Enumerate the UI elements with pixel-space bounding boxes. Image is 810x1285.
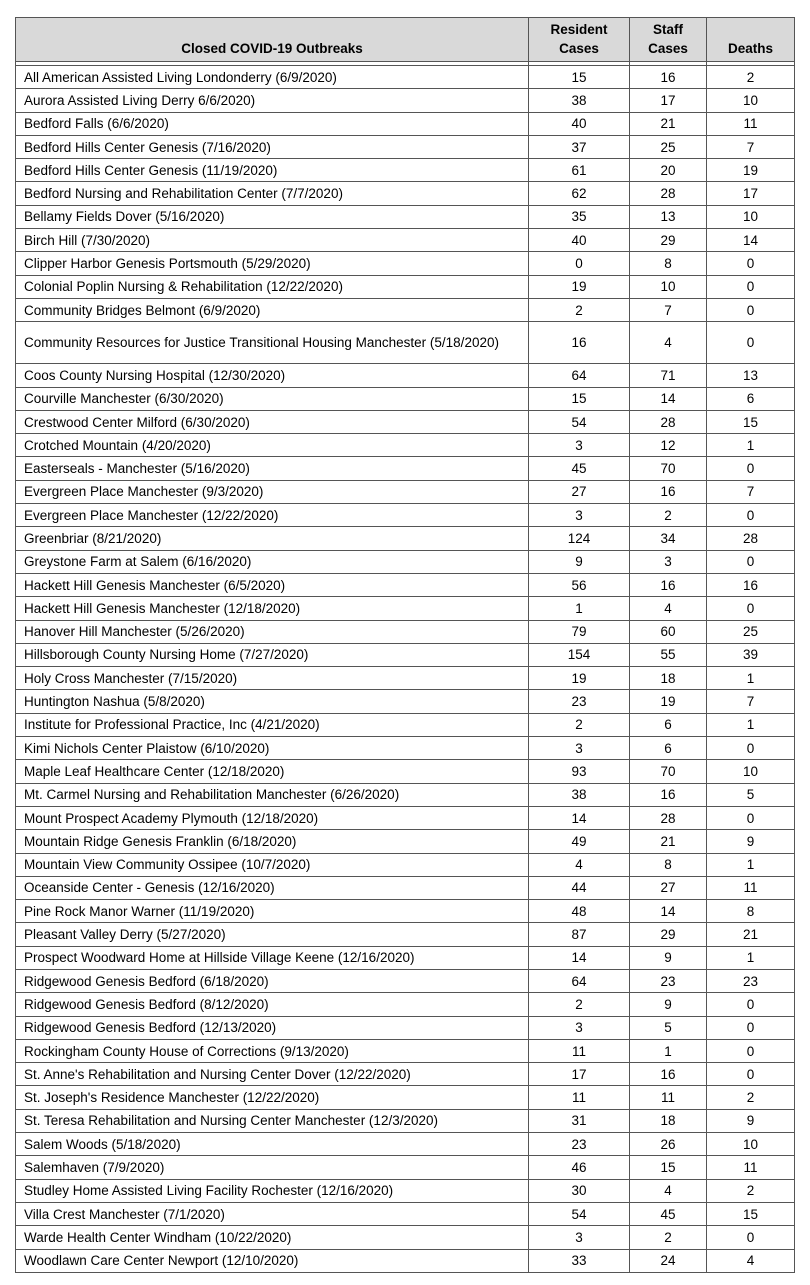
staff-cases-cell: 16 — [630, 480, 707, 503]
table-row — [16, 1156, 795, 1179]
facility-cell: Mount Prospect Academy Plymouth (12/18/2020) — [16, 806, 529, 829]
staff-cases-cell: 16 — [630, 66, 707, 89]
facility-cell: Prospect Woodward Home at Hillside Village Keene (12/16/2020) — [16, 946, 529, 969]
deaths-cell: 0 — [707, 322, 795, 364]
resident-cases-cell: 3 — [529, 1226, 630, 1249]
deaths-cell: 2 — [707, 66, 795, 89]
facility-cell: Hanover Hill Manchester (5/26/2020) — [16, 620, 529, 643]
staff-cases-cell: 12 — [630, 434, 707, 457]
facility-cell: St. Joseph's Residence Manchester (12/22/2020) — [16, 1086, 529, 1109]
staff-cases-cell: 4 — [630, 597, 707, 620]
staff-cases-cell: 28 — [630, 806, 707, 829]
resident-cases-cell: 33 — [529, 1249, 630, 1272]
resident-cases-cell: 9 — [529, 550, 630, 573]
table-row — [16, 830, 795, 853]
staff-cases-cell: 16 — [630, 783, 707, 806]
resident-cases-cell: 0 — [529, 252, 630, 275]
resident-cases-cell: 11 — [529, 1086, 630, 1109]
table-row — [16, 275, 795, 298]
staff-cases-cell: 60 — [630, 620, 707, 643]
staff-cases-cell: 9 — [630, 946, 707, 969]
staff-cases-cell: 6 — [630, 737, 707, 760]
staff-cases-cell: 16 — [630, 573, 707, 596]
header-resident-line2: Cases — [559, 41, 599, 56]
facility-cell: Hackett Hill Genesis Manchester (12/18/2020) — [16, 597, 529, 620]
table-row — [16, 135, 795, 158]
resident-cases-cell: 27 — [529, 480, 630, 503]
deaths-cell: 0 — [707, 252, 795, 275]
deaths-cell: 1 — [707, 667, 795, 690]
facility-cell: Evergreen Place Manchester (12/22/2020) — [16, 504, 529, 527]
facility-cell: Community Bridges Belmont (6/9/2020) — [16, 298, 529, 321]
facility-cell: Community Resources for Justice Transitional Housing Manchester (5/18/2020) — [16, 322, 529, 364]
table-row — [16, 900, 795, 923]
deaths-cell: 10 — [707, 89, 795, 112]
table-row — [16, 89, 795, 112]
table-row — [16, 923, 795, 946]
table-row — [16, 205, 795, 228]
deaths-cell: 13 — [707, 364, 795, 387]
facility-cell: Ridgewood Genesis Bedford (8/12/2020) — [16, 993, 529, 1016]
facility-cell: Birch Hill (7/30/2020) — [16, 229, 529, 252]
deaths-cell: 0 — [707, 597, 795, 620]
deaths-cell: 10 — [707, 1133, 795, 1156]
staff-cases-cell: 29 — [630, 923, 707, 946]
facility-cell: Oceanside Center - Genesis (12/16/2020) — [16, 876, 529, 899]
header-deaths-label: Deaths — [727, 41, 773, 56]
deaths-cell: 19 — [707, 159, 795, 182]
resident-cases-cell: 40 — [529, 229, 630, 252]
staff-cases-cell: 24 — [630, 1249, 707, 1272]
resident-cases-cell: 79 — [529, 620, 630, 643]
facility-cell: Courville Manchester (6/30/2020) — [16, 387, 529, 410]
facility-cell: Crotched Mountain (4/20/2020) — [16, 434, 529, 457]
header-outbreak-label: Closed COVID-19 Outbreaks — [181, 41, 363, 56]
resident-cases-cell: 15 — [529, 387, 630, 410]
table-row — [16, 182, 795, 205]
facility-cell: Hackett Hill Genesis Manchester (6/5/2020) — [16, 573, 529, 596]
facility-cell: Rockingham County House of Corrections (9/13/2020) — [16, 1039, 529, 1062]
facility-cell: Hillsborough County Nursing Home (7/27/2020) — [16, 643, 529, 666]
deaths-cell: 23 — [707, 969, 795, 992]
table-row — [16, 573, 795, 596]
resident-cases-cell: 62 — [529, 182, 630, 205]
deaths-cell: 11 — [707, 876, 795, 899]
resident-cases-cell: 3 — [529, 737, 630, 760]
resident-cases-cell: 2 — [529, 993, 630, 1016]
deaths-cell: 21 — [707, 923, 795, 946]
facility-cell: Villa Crest Manchester (7/1/2020) — [16, 1202, 529, 1225]
facility-cell: Bedford Falls (6/6/2020) — [16, 112, 529, 135]
deaths-cell: 1 — [707, 713, 795, 736]
table-row — [16, 1249, 795, 1272]
table-row — [16, 1039, 795, 1062]
staff-cases-cell: 21 — [630, 112, 707, 135]
header-outbreak — [16, 18, 529, 62]
staff-cases-cell: 21 — [630, 830, 707, 853]
staff-cases-cell: 55 — [630, 643, 707, 666]
staff-cases-cell: 3 — [630, 550, 707, 573]
staff-cases-cell: 71 — [630, 364, 707, 387]
deaths-cell: 7 — [707, 135, 795, 158]
resident-cases-cell: 1 — [529, 597, 630, 620]
deaths-cell: 11 — [707, 112, 795, 135]
table-row — [16, 322, 795, 364]
facility-cell: Kimi Nichols Center Plaistow (6/10/2020) — [16, 737, 529, 760]
resident-cases-cell: 2 — [529, 713, 630, 736]
facility-cell: Easterseals - Manchester (5/16/2020) — [16, 457, 529, 480]
staff-cases-cell: 2 — [630, 504, 707, 527]
resident-cases-cell: 14 — [529, 946, 630, 969]
facility-cell: Aurora Assisted Living Derry 6/6/2020) — [16, 89, 529, 112]
header-deaths — [707, 18, 795, 62]
resident-cases-cell: 37 — [529, 135, 630, 158]
resident-cases-cell: 44 — [529, 876, 630, 899]
deaths-cell: 0 — [707, 1016, 795, 1039]
facility-cell: Mountain Ridge Genesis Franklin (6/18/2020) — [16, 830, 529, 853]
deaths-cell: 0 — [707, 275, 795, 298]
staff-cases-cell: 45 — [630, 1202, 707, 1225]
deaths-cell: 0 — [707, 550, 795, 573]
outbreaks-table — [15, 17, 795, 1273]
resident-cases-cell: 4 — [529, 853, 630, 876]
staff-cases-cell: 28 — [630, 182, 707, 205]
deaths-cell: 14 — [707, 229, 795, 252]
facility-cell: St. Anne's Rehabilitation and Nursing Center Dover (12/22/2020) — [16, 1063, 529, 1086]
table-row — [16, 597, 795, 620]
table-row — [16, 434, 795, 457]
facility-cell: Bedford Hills Center Genesis (7/16/2020) — [16, 135, 529, 158]
resident-cases-cell: 3 — [529, 434, 630, 457]
table-header — [16, 18, 795, 62]
staff-cases-cell: 11 — [630, 1086, 707, 1109]
deaths-cell: 1 — [707, 853, 795, 876]
facility-cell: Bellamy Fields Dover (5/16/2020) — [16, 205, 529, 228]
facility-cell: Salem Woods (5/18/2020) — [16, 1133, 529, 1156]
staff-cases-cell: 9 — [630, 993, 707, 1016]
table-row — [16, 969, 795, 992]
deaths-cell: 0 — [707, 806, 795, 829]
facility-cell: St. Teresa Rehabilitation and Nursing Center Manchester (12/3/2020) — [16, 1109, 529, 1132]
staff-cases-cell: 25 — [630, 135, 707, 158]
staff-cases-cell: 10 — [630, 275, 707, 298]
facility-cell: Warde Health Center Windham (10/22/2020) — [16, 1226, 529, 1249]
deaths-cell: 0 — [707, 504, 795, 527]
table-body — [16, 62, 795, 1273]
resident-cases-cell: 30 — [529, 1179, 630, 1202]
resident-cases-cell: 2 — [529, 298, 630, 321]
table-row — [16, 1226, 795, 1249]
resident-cases-cell: 45 — [529, 457, 630, 480]
table-row — [16, 66, 795, 89]
staff-cases-cell: 17 — [630, 89, 707, 112]
deaths-cell: 0 — [707, 737, 795, 760]
header-row — [16, 18, 795, 62]
table-row — [16, 643, 795, 666]
table-row — [16, 690, 795, 713]
deaths-cell: 2 — [707, 1086, 795, 1109]
resident-cases-cell: 19 — [529, 667, 630, 690]
table-row — [16, 946, 795, 969]
resident-cases-cell: 48 — [529, 900, 630, 923]
table-row — [16, 760, 795, 783]
staff-cases-cell: 6 — [630, 713, 707, 736]
deaths-cell: 0 — [707, 993, 795, 1016]
facility-cell: Crestwood Center Milford (6/30/2020) — [16, 410, 529, 433]
deaths-cell: 9 — [707, 1109, 795, 1132]
deaths-cell: 28 — [707, 527, 795, 550]
deaths-cell: 7 — [707, 690, 795, 713]
facility-cell: Woodlawn Care Center Newport (12/10/2020) — [16, 1249, 529, 1272]
staff-cases-cell: 2 — [630, 1226, 707, 1249]
staff-cases-cell: 34 — [630, 527, 707, 550]
facility-cell: Holy Cross Manchester (7/15/2020) — [16, 667, 529, 690]
facility-cell: Bedford Hills Center Genesis (11/19/2020) — [16, 159, 529, 182]
header-resident-line1: Resident — [550, 22, 608, 37]
table-row — [16, 298, 795, 321]
table-row — [16, 1063, 795, 1086]
resident-cases-cell: 15 — [529, 66, 630, 89]
header-resident-cases — [529, 18, 630, 62]
facility-cell: Pleasant Valley Derry (5/27/2020) — [16, 923, 529, 946]
deaths-cell: 1 — [707, 434, 795, 457]
deaths-cell: 10 — [707, 760, 795, 783]
resident-cases-cell: 40 — [529, 112, 630, 135]
staff-cases-cell: 16 — [630, 1063, 707, 1086]
staff-cases-cell: 4 — [630, 322, 707, 364]
deaths-cell: 1 — [707, 946, 795, 969]
staff-cases-cell: 23 — [630, 969, 707, 992]
staff-cases-cell: 20 — [630, 159, 707, 182]
deaths-cell: 0 — [707, 1039, 795, 1062]
deaths-cell: 0 — [707, 457, 795, 480]
resident-cases-cell: 124 — [529, 527, 630, 550]
facility-cell: Colonial Poplin Nursing & Rehabilitation (12/22/2020) — [16, 275, 529, 298]
table-row — [16, 410, 795, 433]
resident-cases-cell: 3 — [529, 504, 630, 527]
resident-cases-cell: 23 — [529, 1133, 630, 1156]
resident-cases-cell: 93 — [529, 760, 630, 783]
table-row — [16, 252, 795, 275]
table-row — [16, 737, 795, 760]
table-row — [16, 1109, 795, 1132]
table-row — [16, 112, 795, 135]
resident-cases-cell: 49 — [529, 830, 630, 853]
deaths-cell: 25 — [707, 620, 795, 643]
deaths-cell: 17 — [707, 182, 795, 205]
staff-cases-cell: 14 — [630, 900, 707, 923]
resident-cases-cell: 54 — [529, 410, 630, 433]
table-row — [16, 620, 795, 643]
table-row — [16, 667, 795, 690]
resident-cases-cell: 64 — [529, 364, 630, 387]
staff-cases-cell: 28 — [630, 410, 707, 433]
resident-cases-cell: 31 — [529, 1109, 630, 1132]
facility-cell: Ridgewood Genesis Bedford (6/18/2020) — [16, 969, 529, 992]
table-row — [16, 853, 795, 876]
resident-cases-cell: 14 — [529, 806, 630, 829]
facility-cell: Maple Leaf Healthcare Center (12/18/2020) — [16, 760, 529, 783]
staff-cases-cell: 26 — [630, 1133, 707, 1156]
table-row — [16, 480, 795, 503]
facility-cell: Coos County Nursing Hospital (12/30/2020) — [16, 364, 529, 387]
table-row — [16, 806, 795, 829]
resident-cases-cell: 16 — [529, 322, 630, 364]
table-row — [16, 527, 795, 550]
table-row — [16, 993, 795, 1016]
deaths-cell: 9 — [707, 830, 795, 853]
staff-cases-cell: 14 — [630, 387, 707, 410]
staff-cases-cell: 7 — [630, 298, 707, 321]
header-staff-cases — [630, 18, 707, 62]
table-row — [16, 1086, 795, 1109]
deaths-cell: 39 — [707, 643, 795, 666]
resident-cases-cell: 38 — [529, 783, 630, 806]
facility-cell: Pine Rock Manor Warner (11/19/2020) — [16, 900, 529, 923]
table-row — [16, 1133, 795, 1156]
facility-cell: Studley Home Assisted Living Facility Rochester (12/16/2020) — [16, 1179, 529, 1202]
staff-cases-cell: 5 — [630, 1016, 707, 1039]
table-row — [16, 713, 795, 736]
deaths-cell: 6 — [707, 387, 795, 410]
facility-cell: Bedford Nursing and Rehabilitation Center (7/7/2020) — [16, 182, 529, 205]
deaths-cell: 0 — [707, 1226, 795, 1249]
header-staff-line1: Staff — [653, 22, 683, 37]
resident-cases-cell: 61 — [529, 159, 630, 182]
facility-cell: Institute for Professional Practice, Inc (4/21/2020) — [16, 713, 529, 736]
resident-cases-cell: 11 — [529, 1039, 630, 1062]
staff-cases-cell: 27 — [630, 876, 707, 899]
staff-cases-cell: 19 — [630, 690, 707, 713]
resident-cases-cell: 19 — [529, 275, 630, 298]
table-row — [16, 1202, 795, 1225]
table-row — [16, 783, 795, 806]
deaths-cell: 0 — [707, 1063, 795, 1086]
facility-cell: Huntington Nashua (5/8/2020) — [16, 690, 529, 713]
table-row — [16, 876, 795, 899]
resident-cases-cell: 54 — [529, 1202, 630, 1225]
resident-cases-cell: 3 — [529, 1016, 630, 1039]
table-row — [16, 159, 795, 182]
table-row — [16, 1016, 795, 1039]
header-staff-line2: Cases — [648, 41, 688, 56]
staff-cases-cell: 70 — [630, 760, 707, 783]
table-row — [16, 504, 795, 527]
deaths-cell: 11 — [707, 1156, 795, 1179]
facility-cell: Greenbriar (8/21/2020) — [16, 527, 529, 550]
staff-cases-cell: 29 — [630, 229, 707, 252]
resident-cases-cell: 35 — [529, 205, 630, 228]
staff-cases-cell: 15 — [630, 1156, 707, 1179]
facility-cell: All American Assisted Living Londonderry (6/9/2020) — [16, 66, 529, 89]
resident-cases-cell: 56 — [529, 573, 630, 596]
staff-cases-cell: 70 — [630, 457, 707, 480]
resident-cases-cell: 154 — [529, 643, 630, 666]
staff-cases-cell: 8 — [630, 252, 707, 275]
table-row — [16, 457, 795, 480]
deaths-cell: 4 — [707, 1249, 795, 1272]
facility-cell: Salemhaven (7/9/2020) — [16, 1156, 529, 1179]
resident-cases-cell: 38 — [529, 89, 630, 112]
resident-cases-cell: 23 — [529, 690, 630, 713]
staff-cases-cell: 1 — [630, 1039, 707, 1062]
staff-cases-cell: 4 — [630, 1179, 707, 1202]
deaths-cell: 0 — [707, 298, 795, 321]
resident-cases-cell: 17 — [529, 1063, 630, 1086]
staff-cases-cell: 18 — [630, 667, 707, 690]
deaths-cell: 10 — [707, 205, 795, 228]
table-row — [16, 364, 795, 387]
table-row — [16, 387, 795, 410]
table-row — [16, 229, 795, 252]
deaths-cell: 2 — [707, 1179, 795, 1202]
facility-cell: Ridgewood Genesis Bedford (12/13/2020) — [16, 1016, 529, 1039]
deaths-cell: 5 — [707, 783, 795, 806]
facility-cell: Mt. Carmel Nursing and Rehabilitation Manchester (6/26/2020) — [16, 783, 529, 806]
deaths-cell: 8 — [707, 900, 795, 923]
facility-cell: Evergreen Place Manchester (9/3/2020) — [16, 480, 529, 503]
table-row — [16, 550, 795, 573]
deaths-cell: 15 — [707, 1202, 795, 1225]
resident-cases-cell: 87 — [529, 923, 630, 946]
deaths-cell: 7 — [707, 480, 795, 503]
deaths-cell: 16 — [707, 573, 795, 596]
facility-cell: Greystone Farm at Salem (6/16/2020) — [16, 550, 529, 573]
facility-cell: Clipper Harbor Genesis Portsmouth (5/29/2020) — [16, 252, 529, 275]
facility-cell: Mountain View Community Ossipee (10/7/2020) — [16, 853, 529, 876]
deaths-cell: 15 — [707, 410, 795, 433]
staff-cases-cell: 18 — [630, 1109, 707, 1132]
staff-cases-cell: 13 — [630, 205, 707, 228]
resident-cases-cell: 64 — [529, 969, 630, 992]
staff-cases-cell: 8 — [630, 853, 707, 876]
resident-cases-cell: 46 — [529, 1156, 630, 1179]
table-row — [16, 1179, 795, 1202]
